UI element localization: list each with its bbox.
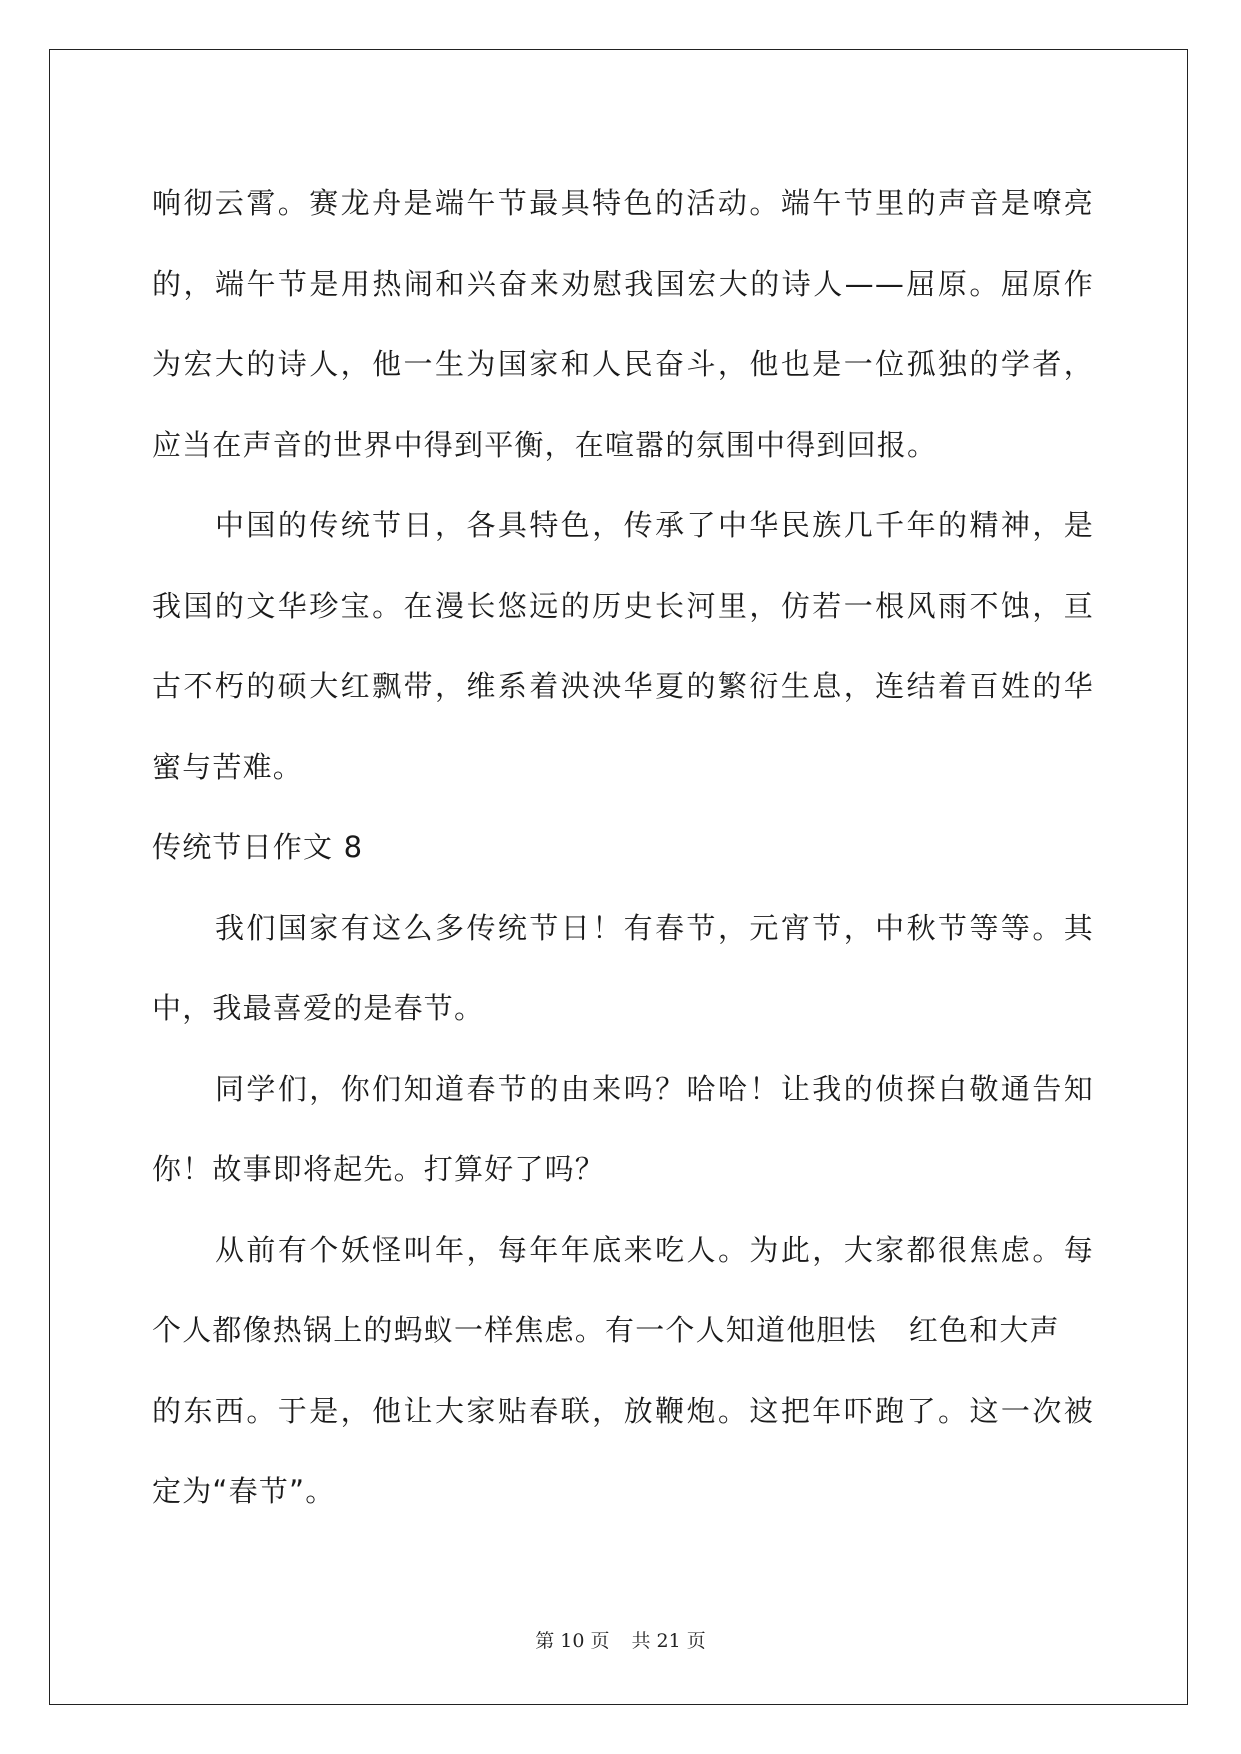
paragraph-line: 我们国家有这么多传统节日！有春节，元宵节，中秋节等等。其 <box>215 910 1094 945</box>
paragraph-line: 中国的传统节日，各具特色，传承了中华民族几千年的精神，是 <box>215 508 1094 542</box>
paragraph-line: 定为“春节”。 <box>152 1474 336 1508</box>
page-footer <box>0 1626 1241 1653</box>
paragraph-line: 的，端午节是用热闹和兴奋来劝慰我国宏大的诗人——屈原。屈原作 <box>152 266 1094 301</box>
paragraph-line: 为宏大的诗人，他一生为国家和人民奋斗，他也是一位孤独的学者， <box>152 347 1094 381</box>
page-number-total: 共 21 页 <box>631 1630 706 1652</box>
paragraph-line: 响彻云霄。赛龙舟是端午节最具特色的活动。端午节里的声音是嘹亮 <box>152 186 1094 220</box>
paragraph-line-segment: 个人都像热锅上的蚂蚁一样焦虑。有一个人知道他胆怯 <box>152 1313 877 1347</box>
paragraph-line: 我国的文华珍宝。在漫长悠远的历史长河里，仿若一根风雨不蚀，亘 <box>152 588 1094 623</box>
paragraph-line: 应当在声音的世界中得到平衡，在喧嚣的氛围中得到回报。 <box>152 427 938 462</box>
paragraph-line: 中，我最喜爱的是春节。 <box>152 991 485 1025</box>
page-number-current: 第 10 页 <box>535 1630 610 1652</box>
paragraph-line: 的东西。于是，他让大家贴春联，放鞭炮。这把年吓跑了。这一次被 <box>152 1393 1094 1428</box>
paragraph-line: 蜜与苦难。 <box>152 749 304 784</box>
document-body <box>152 163 1094 1532</box>
paragraph-line-segment: 红色和大声 <box>908 1313 1060 1347</box>
paragraph-line-with-gap <box>152 1290 1094 1371</box>
paragraph-line: 从前有个妖怪叫年，每年年底来吃人。为此，大家都很焦虑。每 <box>215 1232 1094 1267</box>
paragraph-line: 古不朽的硕大红飘带，维系着泱泱华夏的繁衍生息，连结着百姓的华 <box>152 669 1094 703</box>
section-heading: 传统节日作文 8 <box>152 830 364 864</box>
paragraph-line: 同学们，你们知道春节的由来吗？哈哈！让我的侦探白敬通告知 <box>215 1071 1094 1106</box>
paragraph-line: 你！故事即将起先。打算好了吗？ <box>152 1152 606 1186</box>
